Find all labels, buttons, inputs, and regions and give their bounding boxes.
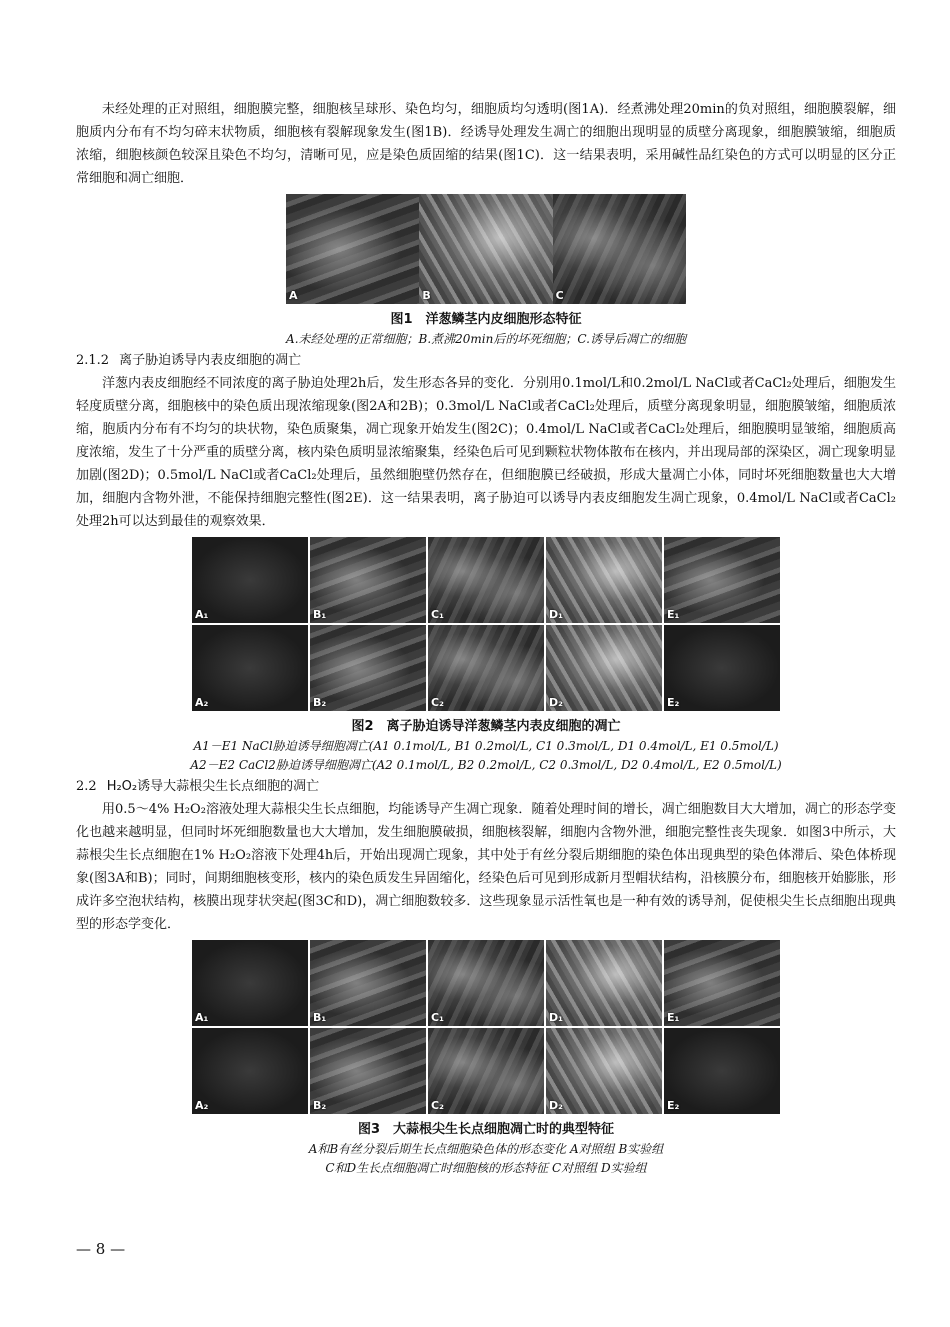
panel-label: A — [289, 289, 298, 302]
section-number: 2.1.2 — [76, 353, 110, 368]
panel-label: A₂ — [195, 1099, 209, 1112]
panel-label: B₂ — [313, 1099, 327, 1112]
figure-2-panel-c1 — [428, 537, 544, 623]
figure-3 — [192, 940, 780, 1114]
panel-label: E₁ — [667, 1011, 680, 1024]
figure-1-panel-c — [553, 194, 686, 304]
figure-3-panel-d1 — [546, 940, 662, 1026]
figure-3-caption: 图3 大蒜根尖生长点细胞凋亡时的典型特征 — [357, 1122, 615, 1137]
paragraph-1: 未经处理的正对照组，细胞膜完整，细胞核呈球形、染色均匀，细胞质均匀透明(图1A)．经煮沸处理20min的负对照组，细胞膜裂解，细胞质内分布有不均匀碎末状物质，细胞核有裂解现象发生(图1B)．经诱导处理发生凋亡的细胞出现明显的质壁分离现象，细胞膜皱缩，细胞质浓缩，细胞核颜色较深且染色不均匀，清晰可见，应是染色质固缩的结果(图1C)．这一结果表明，采用碱性品红染色的方式可以明显的区分正常细胞和凋亡细胞． — [76, 102, 896, 186]
panel-label: B₁ — [313, 608, 327, 621]
figure-1-subcaption: A.未经处理的正常细胞；B.煮沸20min后的坏死细胞；C.诱导后凋亡的细胞 — [286, 332, 686, 346]
page-number: — 8 — — [76, 1240, 126, 1258]
figure-2-panel-e1 — [664, 537, 780, 623]
page-body — [76, 98, 896, 1178]
section-title: H₂O₂诱导大蒜根尖生长点细胞的凋亡 — [106, 779, 320, 794]
figure-3-panel-b1 — [310, 940, 426, 1026]
panel-label: C₂ — [431, 696, 444, 709]
figure-3-subcaption-1: A和B有丝分裂后期生长点细胞染色体的形态变化 A对照组 B实验组 — [308, 1142, 664, 1156]
figure-2-panel-b2 — [310, 625, 426, 711]
figure-2-subcaption-2: A2－E2 CaCl2胁迫诱导细胞凋亡(A2 0.1mol/L, B2 0.2mol/L, C2 0.3mol/L, D2 0.4mol/L, E2 0.5mol/L) — [190, 758, 782, 772]
figure-2-caption: 图2 离子胁迫诱导洋葱鳞茎内表皮细胞的凋亡 — [351, 719, 621, 734]
panel-label: E₂ — [667, 1099, 680, 1112]
figure-3-panel-e2 — [664, 1028, 780, 1114]
panel-label: A₂ — [195, 696, 209, 709]
figure-2-panel-a1 — [192, 537, 308, 623]
figure-3-panel-d2 — [546, 1028, 662, 1114]
figure-3-panel-b2 — [310, 1028, 426, 1114]
figure-2-panel-d1 — [546, 537, 662, 623]
panel-label: B — [422, 289, 431, 302]
figure-1-panel-b — [419, 194, 552, 304]
section-heading-2-2 — [76, 775, 896, 798]
panel-label: E₂ — [667, 696, 680, 709]
figure-1-panel-a — [286, 194, 419, 304]
panel-label: C — [555, 289, 564, 302]
figure-2-panel-d2 — [546, 625, 662, 711]
figure-3-panel-e1 — [664, 940, 780, 1026]
panel-label: C₁ — [431, 1011, 444, 1024]
figure-1-caption: 图1 洋葱鳞茎内皮细胞形态特征 — [390, 312, 582, 327]
figure-2-panel-a2 — [192, 625, 308, 711]
panel-label: D₁ — [549, 608, 563, 621]
panel-label: B₁ — [313, 1011, 327, 1024]
figure-2-panel-c2 — [428, 625, 544, 711]
panel-label: D₂ — [549, 696, 563, 709]
figure-2 — [192, 537, 780, 711]
panel-label: A₁ — [195, 608, 209, 621]
figure-2-panel-b1 — [310, 537, 426, 623]
panel-label: B₂ — [313, 696, 327, 709]
panel-label: A₁ — [195, 1011, 209, 1024]
panel-label: E₁ — [667, 608, 680, 621]
section-number: 2.2 — [76, 779, 97, 794]
figure-3-panel-a2 — [192, 1028, 308, 1114]
figure-3-subcaption-2: C和D生长点细胞凋亡时细胞核的形态特征 C对照组 D实验组 — [325, 1161, 647, 1175]
paragraph-3: 用0.5～4% H₂O₂溶液处理大蒜根尖生长点细胞，均能诱导产生凋亡现象．随着处理时间的增长，凋亡细胞数目大大增加，凋亡的形态学变化也越来越明显，但同时坏死细胞数量也大大增加，发生细胞膜破损，细胞核裂解，细胞内含物外泄，细胞完整性丧失现象．如图3中所示，大蒜根尖生长点细胞在1% H₂O₂溶液下处理4h后，开始出现凋亡现象，其中处于有丝分裂后期细胞的染色体出现典型的染色体滞后、染色体桥现象(图3A和B)；同时，间期细胞核变形，核内的染色质发生异固缩化，经染色后可见到形成新月型帽状结构，沿核膜分布，细胞核开始膨胀，形成许多空泡状结构，核膜出现芽状突起(图3C和D)，凋亡细胞数较多．这些现象显示活性氧也是一种有效的诱导剂，促使根尖生长点细胞出现典型的形态学变化． — [76, 802, 896, 932]
panel-label: D₂ — [549, 1099, 563, 1112]
panel-label: D₁ — [549, 1011, 563, 1024]
paragraph-2: 洋葱内表皮细胞经不同浓度的离子胁迫处理2h后，发生形态各异的变化．分别用0.1mol/L和0.2mol/L NaCl或者CaCl₂处理后，细胞发生轻度质壁分离，细胞核中的染色质出现浓缩现象(图2A和2B)；0.3mol/L NaCl或者CaCl₂处理后，质壁分离现象明显，细胞膜皱缩，细胞质浓缩，胞质内分布有不均匀的块状物，染色质聚集，凋亡现象开始发生(图2C)；0.4mol/L NaCl或者CaCl₂处理后，细胞膜明显皱缩，细胞质高度浓缩，发生了十分严重的质壁分离，核内染色质明显浓缩聚集，经染色后可见到颗粒状物体散布在核内，并出现局部的深染区，凋亡现象明显加剧(图2D)；0.5mol/L NaCl或者CaCl₂处理后，虽然细胞壁仍然存在，但细胞膜已经破损，形成大量凋亡小体，同时坏死细胞数量也大大增加，细胞内含物外泄，不能保持细胞完整性(图2E)．这一结果表明，离子胁迫可以诱导内表皮细胞发生凋亡现象，0.4mol/L NaCl或者CaCl₂处理2h可以达到最佳的观察效果． — [76, 376, 896, 529]
section-heading-2-1-2 — [76, 349, 896, 372]
figure-3-panel-c2 — [428, 1028, 544, 1114]
panel-label: C₂ — [431, 1099, 444, 1112]
figure-3-panel-c1 — [428, 940, 544, 1026]
figure-2-subcaption-1: A1－E1 NaCl胁迫诱导细胞凋亡(A1 0.1mol/L, B1 0.2mol/L, C1 0.3mol/L, D1 0.4mol/L, E1 0.5mol/L) — [193, 739, 779, 753]
figure-1 — [286, 194, 686, 304]
figure-3-panel-a1 — [192, 940, 308, 1026]
section-title: 离子胁迫诱导内表皮细胞的凋亡 — [119, 353, 302, 368]
figure-2-panel-e2 — [664, 625, 780, 711]
panel-label: C₁ — [431, 608, 444, 621]
